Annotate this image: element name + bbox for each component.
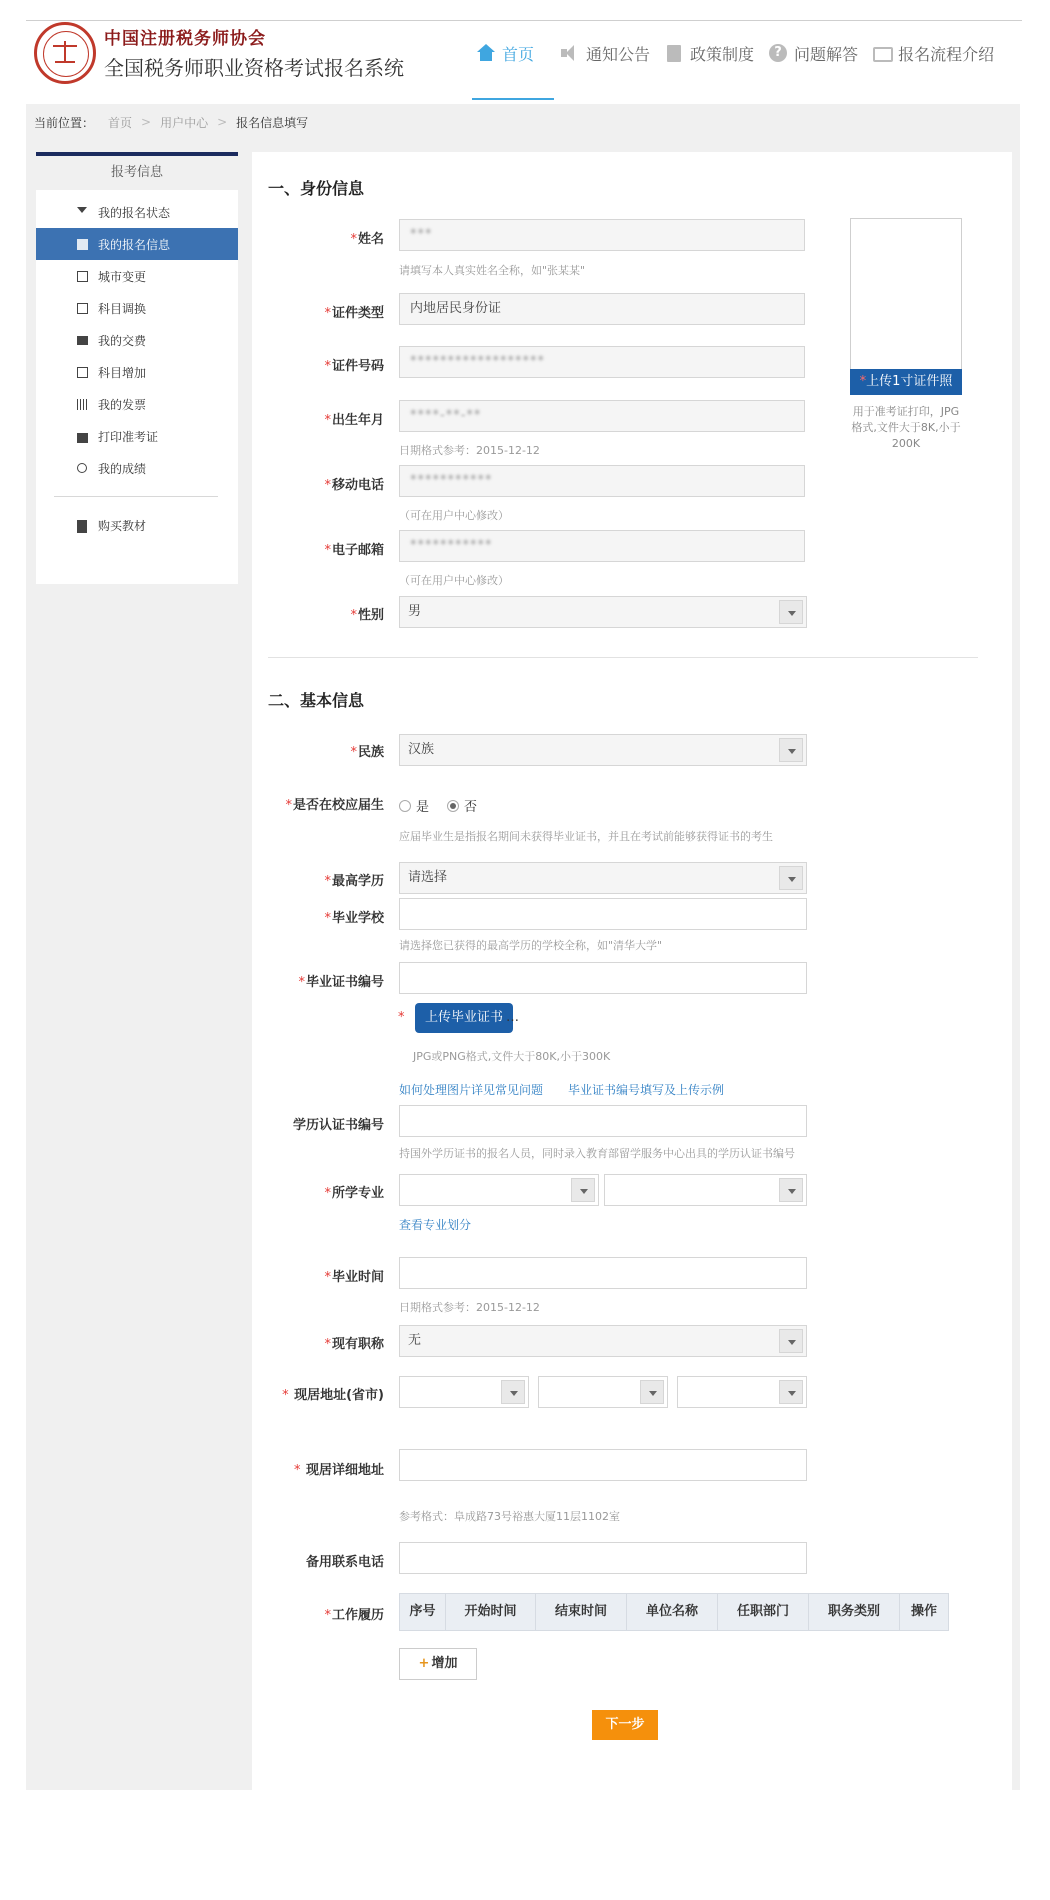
address-region-label: * 现居地址(省市) [282,1388,384,1403]
next-step-button[interactable]: 下一步 [592,1710,658,1740]
sidebar-item-subject-add[interactable] [36,356,238,388]
id-number-field: ****************** [399,346,805,378]
print-icon [76,430,88,442]
association-logo-icon [34,22,96,84]
fresh-grad-radio-group [399,796,495,815]
fresh-grad-no-label: 否 [464,800,478,815]
section-identity-title: 一、身份信息 [268,179,365,198]
nav-home-label: 首页 [502,44,535,64]
chevron-down-icon [571,1178,595,1202]
fresh-grad-no-radio[interactable] [447,800,459,812]
degree-verify-label: 学历认证书编号 [292,1118,384,1133]
degree-verify-input[interactable] [399,1105,807,1137]
breadcrumb-separator: > [217,115,228,129]
top-nav [476,38,1008,68]
graduation-time-input[interactable] [399,1257,807,1289]
name-label: *姓名 [350,232,384,247]
job-title-select[interactable]: 无 [399,1325,807,1357]
chevron-down-icon [501,1380,525,1404]
sidebar-item-print-ticket[interactable] [36,420,238,452]
name-field[interactable]: *** [399,219,805,251]
barcode-icon [76,398,88,410]
form-icon [76,238,88,250]
backup-phone-label: 备用联系电话 [305,1555,384,1570]
graduation-time-label: *毕业时间 [324,1270,384,1285]
work-col-end: 结束时间 [536,1594,627,1630]
birth-field: ****-**-** [399,400,805,432]
education-select[interactable]: 请选择 [399,862,807,894]
id-type-label: *证件类型 [324,306,384,321]
upload-certificate-button[interactable]: 上传毕业证书 [415,1003,513,1033]
home-icon [476,44,496,62]
chevron-down-icon [779,600,803,624]
backup-phone-input[interactable] [399,1542,807,1574]
nav-faq-label: 问题解答 [794,44,859,64]
edit-icon [76,366,88,378]
name-hint: 请填写本人真实姓名全称，如"张某某" [399,264,586,277]
sidebar-item-subject-swap[interactable] [36,292,238,324]
phone-hint: （可在用户中心修改） [399,509,509,522]
address-detail-label: * 现居详细地址 [293,1463,384,1478]
major-subcategory-select[interactable] [604,1174,807,1206]
phone-label: *移动电话 [324,478,384,493]
education-label: *最高学历 [324,874,384,889]
fresh-grad-label: *是否在校应届生 [285,798,384,813]
sidebar-item-city-change[interactable] [36,260,238,292]
ethnic-label: *民族 [350,745,384,760]
sidebar-item-label: 城市变更 [98,269,147,284]
edit-icon [76,302,88,314]
chevron-down-icon [779,738,803,762]
nav-faq[interactable] [768,42,858,65]
nav-process-label: 报名流程介绍 [898,44,995,64]
sidebar-item-textbooks[interactable] [36,509,238,541]
sidebar-item-scores[interactable] [36,452,238,484]
site-title: 全国税务师职业资格考试报名系统 [104,56,404,80]
chevron-down-icon [779,866,803,890]
section-divider [268,657,978,658]
gender-select[interactable]: 男 [399,596,807,628]
sidebar [36,152,238,584]
sidebar-item-label: 科目调换 [98,301,147,316]
graduation-time-hint: 日期格式参考：2015-12-12 [399,1301,540,1314]
sidebar-item-label: 购买教材 [98,518,147,533]
work-col-action: 操作 [910,1604,937,1619]
sidebar-item-invoice[interactable] [36,388,238,420]
city-select[interactable] [538,1376,668,1408]
email-hint: （可在用户中心修改） [399,574,509,587]
chevron-down-icon [779,1329,803,1353]
gender-label: *性别 [350,608,384,623]
id-type-field: 内地居民身份证 [399,293,805,325]
major-label: *所学专业 [324,1186,384,1201]
nav-policy-label: 政策制度 [690,44,755,64]
birth-label: *出生年月 [324,413,384,428]
association-name: 中国注册税务师协会 [104,29,266,49]
email-label: *电子邮箱 [324,543,384,558]
school-hint: 请选择您已获得的最高学历的学校全称，如"清华大学" [399,939,663,952]
cycle-icon [872,44,892,62]
work-col-start: 开始时间 [446,1594,536,1630]
sidebar-item-status[interactable] [36,196,238,228]
school-input[interactable] [399,898,807,930]
nav-notices-label: 通知公告 [586,44,651,64]
nav-process[interactable] [872,42,994,65]
address-detail-hint: 参考格式：阜成路73号裕惠大厦11层1102室 [399,1510,620,1523]
edit-icon [76,270,88,282]
nav-notices[interactable] [560,42,650,65]
speaker-icon [560,44,580,62]
breadcrumb-home[interactable]: 首页 [108,115,133,130]
job-title-label: *现有职称 [324,1337,384,1352]
degree-verify-hint: 持国外学历证书的报名人员，同时录入教育部留学服务中心出具的学历认证书编号 [399,1147,795,1160]
upload-hint: JPG或PNG格式,文件大于80K,小于300K [413,1050,611,1063]
sidebar-item-label: 我的交费 [98,333,147,348]
chevron-down-icon [640,1380,664,1404]
fresh-grad-hint: 应届毕业生是指报名期间未获得毕业证书，并且在考试前能够获得证书的考生 [399,830,773,843]
ethnic-select[interactable]: 汉族 [399,734,807,766]
sidebar-title: 报考信息 [36,156,238,190]
sidebar-item-label: 我的成绩 [98,461,147,476]
upload-filename: … [506,1010,519,1025]
plus-icon: + [418,1656,430,1671]
work-history-label: *工作履历 [324,1608,384,1623]
sidebar-divider [54,496,218,497]
work-col-index: 序号 [400,1594,446,1630]
sidebar-item-payment[interactable] [36,324,238,356]
district-select[interactable] [677,1376,807,1408]
work-col-department: 任职部门 [718,1594,809,1630]
breadcrumb-current: 报名信息填写 [236,115,309,130]
sidebar-item-label: 科目增加 [98,365,147,380]
sidebar-item-label: 打印准考证 [98,429,159,444]
add-work-history-button[interactable]: + 增加 [399,1648,477,1680]
view-major-list-link[interactable]: 查看专业划分 [399,1218,472,1232]
birth-hint: 日期格式参考：2015-12-12 [399,444,540,457]
work-col-position: 职务类别 [809,1594,900,1630]
breadcrumb-separator: > [141,115,152,129]
question-icon [768,44,788,62]
upload-photo-button[interactable]: *上传1寸证件照 [850,369,962,395]
active-nav-indicator [472,98,554,100]
id-number-label: *证件号码 [324,359,384,374]
chevron-down-icon [779,1178,803,1202]
breadcrumb-label: 当前位置： [34,115,95,130]
sidebar-item-label: 我的报名信息 [98,237,171,252]
book-icon [76,519,88,531]
book-icon [664,44,684,62]
major-category-select[interactable] [399,1174,599,1206]
hourglass-icon [76,206,88,218]
school-label: *毕业学校 [324,911,384,926]
search-icon [76,462,88,474]
card-icon [76,334,88,346]
photo-hint: 用于准考证打印，JPG格式,文件大于8K,小于200K [851,405,961,450]
phone-field: *********** [399,465,805,497]
upload-required-mark: * [398,1010,405,1025]
work-history-table-header [399,1593,949,1631]
email-field: *********** [399,530,805,562]
nav-home[interactable] [476,42,534,65]
address-detail-input[interactable] [399,1449,807,1481]
sidebar-item-label: 我的报名状态 [98,205,171,220]
province-select[interactable] [399,1376,529,1408]
breadcrumb [26,104,1020,140]
sidebar-item-label: 我的发票 [98,397,147,412]
nav-policy[interactable] [664,42,754,65]
cert-number-label: *毕业证书编号 [298,975,384,990]
fresh-grad-yes-label: 是 [416,800,430,815]
image-help-link[interactable]: 如何处理图片详见常见问题 [399,1083,544,1097]
cert-number-input[interactable] [399,962,807,994]
certificate-example-link[interactable]: 毕业证书编号填写及上传示例 [568,1083,725,1097]
work-col-company: 单位名称 [627,1594,718,1630]
breadcrumb-user-center[interactable]: 用户中心 [160,115,209,130]
fresh-grad-yes-radio[interactable] [399,800,411,812]
sidebar-item-info[interactable] [36,228,238,260]
photo-preview [850,218,962,394]
section-basic-title: 二、基本信息 [268,691,365,710]
chevron-down-icon [779,1380,803,1404]
